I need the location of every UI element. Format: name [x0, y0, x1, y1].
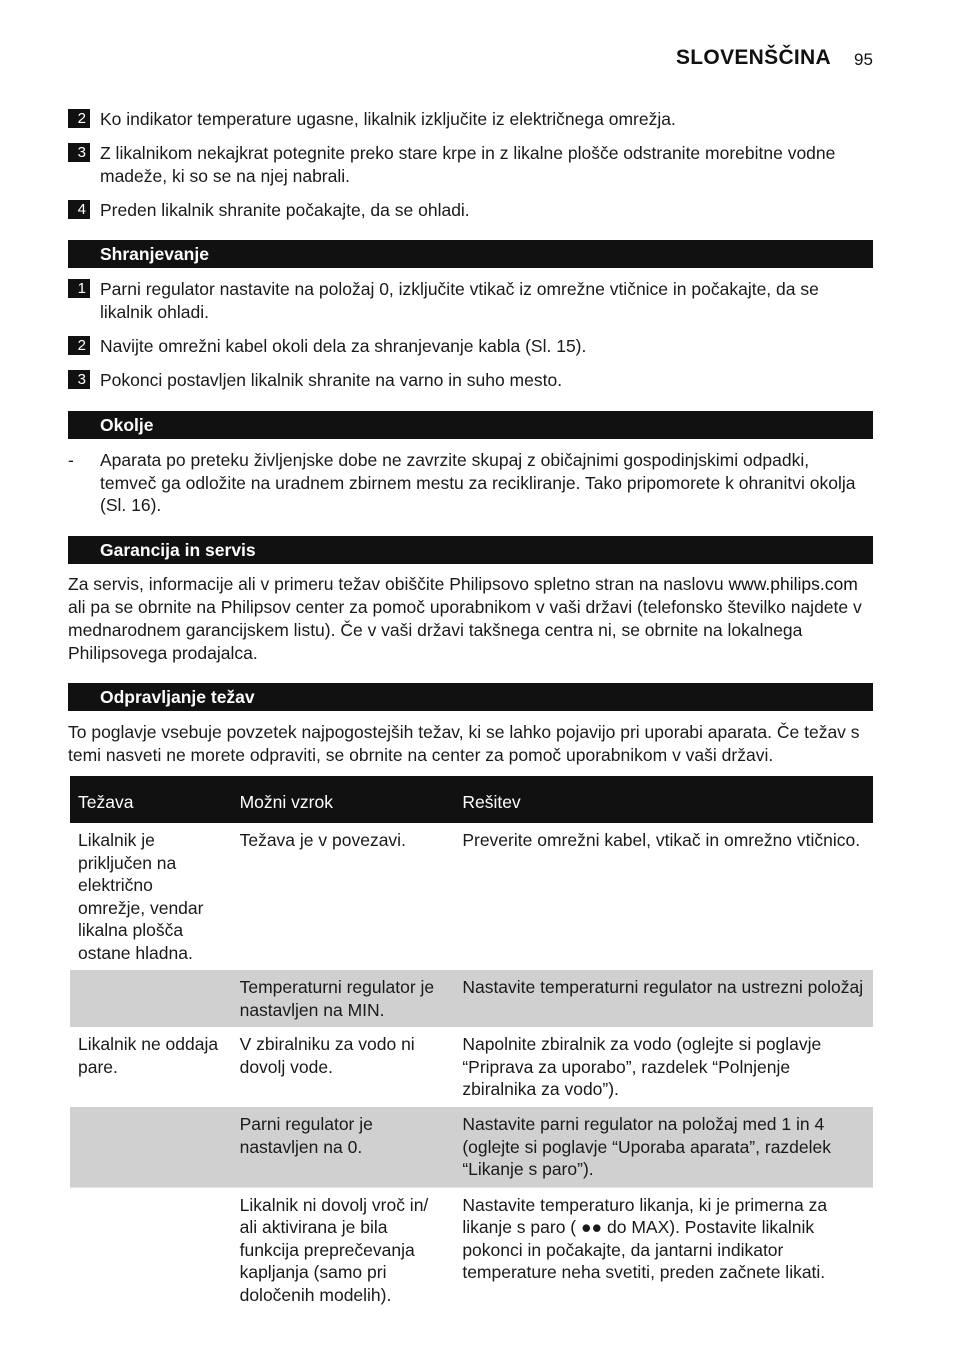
environment-text: Aparata po preteku življenjske dobe ne zavrzite skupaj z običajnimi gospodinjskimi odpadki, temveč ga odložite na uradnem zbirnem mestu za recikliranje. Tako pripomorete k ohranitvi okolja (Sl. 16).: [100, 450, 856, 515]
step-number: 2: [68, 336, 90, 355]
column-header-problem: Težava: [70, 776, 232, 823]
cell-cause: V zbiralniku za vodo ni dovolj vode.: [239, 1034, 415, 1077]
step-text: Pokonci postavljen likalnik shranite na varno in suho mesto.: [100, 370, 563, 390]
step-text: Navijte omrežni kabel okoli dela za shranjevanje kabla (Sl. 15).: [100, 336, 587, 356]
cell-solution: Napolnite zbiralnik za vodo (oglejte si poglavje “Priprava za uporabo”, razdelek “Polnjenje zbiralnika za vodo”).: [462, 1034, 822, 1099]
page-header: [0, 46, 954, 76]
cell-problem: Likalnik ne oddaja pare.: [78, 1034, 219, 1077]
cell-cause: Temperaturni regulator je nastavljen na MIN.: [232, 970, 455, 1027]
troubleshooting-table: [70, 776, 873, 1312]
step-text: Z likalnikom nekajkrat potegnite preko stare krpe in z likalne plošče odstranite morebitne vodne madeže, ki so se na njej nabrali.: [100, 143, 836, 186]
warranty-text-after: ali pa se obrnite na Philipsov center za pomoč uporabnikom v vaši državi (telefonsko številko najdete v mednarodnem garancijskem listu). Če v vaši državi takšnega centra ni, se obrnite na lokalnega Philipsovega prodajalca.: [68, 597, 862, 663]
cell-cause: Likalnik ni dovolj vroč in/ ali aktivirana je bila funkcija preprečevanja kapljanja (samo pri določenih modelih).: [239, 1194, 429, 1305]
table-row: [70, 1027, 873, 1107]
table-row: [70, 970, 873, 1027]
cell-solution: Nastavite temperaturo likanja, ki je primerna za likanje s paro ( ●● do MAX). Postavite likalnik pokonci in počakajte, da jantarni indikator temperature neha svetiti, preden začnete likati.: [462, 1194, 828, 1282]
step-text: Preden likalnik shranite počakajte, da se ohladi.: [100, 200, 470, 220]
step-number: 4: [68, 200, 90, 219]
section-title-environment: Okolje: [68, 411, 873, 439]
step-text: Ko indikator temperature ugasne, likalnik izključite iz električnega omrežja.: [100, 109, 676, 129]
page-number: 95: [854, 50, 873, 69]
step-number: 3: [68, 143, 90, 162]
bullet-dash: -: [68, 450, 74, 470]
cell-problem: [70, 970, 232, 1027]
cell-problem: Likalnik je priključen na električno omrežje, vendar likalna plošča ostane hladna.: [78, 830, 204, 963]
warranty-paragraph: [68, 573, 876, 665]
cell-problem: [70, 1107, 232, 1187]
cell-solution: Nastavite parni regulator na položaj med 1 in 4 (oglejte si poglavje “Uporaba aparata”, razdelek “Likanje s paro”).: [454, 1107, 873, 1187]
step-number: 3: [68, 370, 90, 389]
cell-cause: Parni regulator je nastavljen na 0.: [232, 1107, 455, 1187]
section-title-storage: Shranjevanje: [68, 240, 873, 268]
section-title-warranty: Garancija in servis: [68, 536, 873, 564]
step-text: Parni regulator nastavite na položaj 0, izključite vtikač iz omrežne vtičnice in počakajte, da se likalnik ohladi.: [100, 279, 819, 322]
cell-problem: [70, 1187, 232, 1312]
table-row: [70, 823, 873, 970]
cell-solution: Preverite omrežni kabel, vtikač in omrežno vtičnico.: [462, 830, 861, 850]
philips-website-link[interactable]: www.philips.com: [728, 574, 858, 594]
table-row: [70, 1107, 873, 1187]
step-number: 2: [68, 109, 90, 128]
column-header-cause: Možni vzrok: [232, 776, 455, 823]
section-title-troubleshooting: Odpravljanje težav: [68, 683, 873, 711]
cell-solution: Nastavite temperaturni regulator na ustrezni položaj: [454, 970, 873, 1027]
table-row: [70, 1187, 873, 1312]
troubleshooting-intro: To poglavje vsebuje povzetek najpogostejših težav, ki se lahko pojavijo pri uporabi aparata. Če težav s temi nasveti ne morete odpraviti, se obrnite na center za pomoč uporabnikom v vaši državi.: [68, 722, 860, 765]
column-header-solution: Rešitev: [454, 776, 873, 823]
cell-cause: Težava je v povezavi.: [239, 830, 406, 850]
language-label: SLOVENŠČINA: [676, 46, 831, 69]
table-header-row: [70, 776, 873, 823]
step-number: 1: [68, 279, 90, 298]
warranty-text-before: Za servis, informacije ali v primeru težav obiščite Philipsovo spletno stran na naslovu: [68, 574, 729, 594]
